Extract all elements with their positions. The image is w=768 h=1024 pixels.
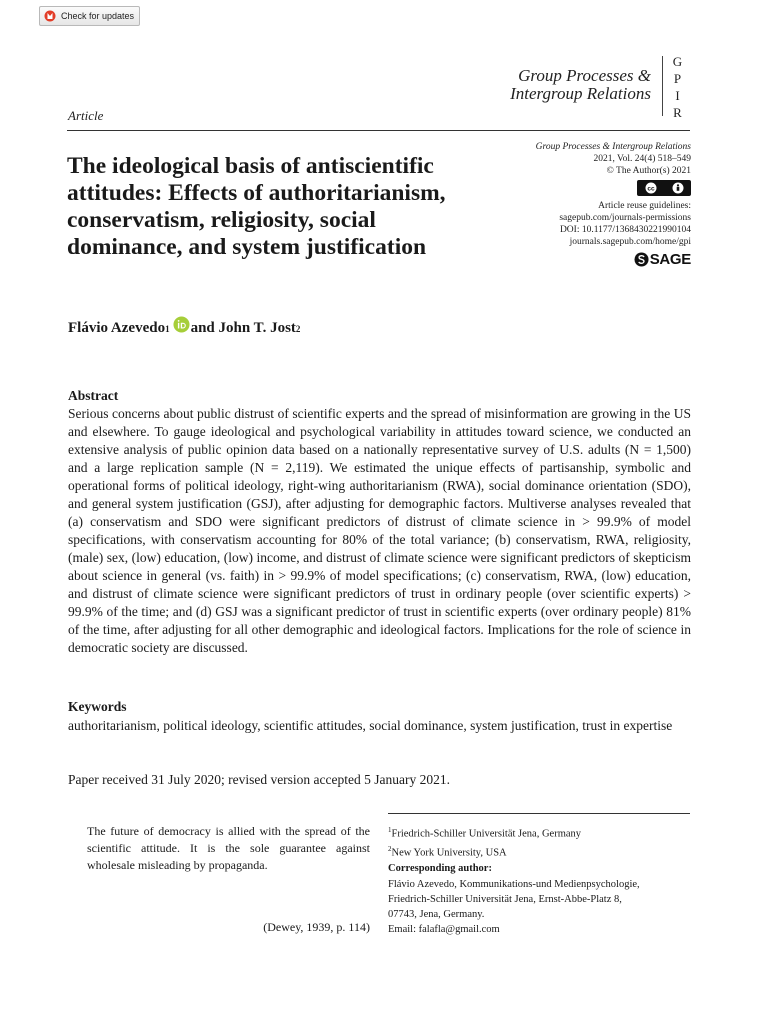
corresponding-author-heading: Corresponding author: [388, 863, 492, 874]
journal-logo-letters [668, 53, 688, 121]
author-name: and John T. Jost [190, 320, 296, 336]
corresponding-author-details [388, 877, 690, 937]
meta-reuse-heading: Article reuse guidelines: [598, 201, 691, 211]
journal-name-line2: Intergroup Relations [510, 84, 651, 103]
cc-icon [643, 182, 659, 194]
corr-email[interactable]: Email: falafla@gmail.com [388, 924, 500, 935]
crossmark-icon [44, 10, 56, 22]
affiliation-1 [388, 823, 690, 842]
affil-text: New York University, USA [391, 847, 507, 859]
cc-license-badge[interactable] [480, 177, 691, 200]
orcid-icon[interactable] [173, 316, 190, 333]
corr-line: 07743, Jena, Germany. [388, 909, 485, 920]
logo-letter: R [673, 105, 683, 120]
affil-text: Friedrich-Schiller Universität Jena, Germany [391, 828, 582, 840]
affil-sup: 2 [388, 845, 392, 853]
author-name: Flávio Azevedo [68, 320, 166, 336]
epigraph-quote: The future of democracy is allied with the spread of the scientific attitude. It is the sole guarantee against wholesale misleading by propaganda. [87, 824, 370, 872]
corr-line: Flávio Azevedo, Kommunikations-und Medienpsychologie, [388, 879, 640, 890]
epigraph-citation: (Dewey, 1939, p. 114) [263, 920, 370, 934]
attribution-icon [671, 182, 685, 194]
author-affil-sup: 1 [165, 324, 170, 334]
keywords-body: authoritarianism, political ideology, scientific attitudes, social dominance, system justification, trust in expertise [68, 718, 673, 733]
check-for-updates-button[interactable] [39, 6, 140, 26]
corr-line: Friedrich-Schiller Universität Jena, Ernst-Abbe-Platz 8, [388, 894, 622, 905]
affiliations [388, 823, 690, 861]
logo-letter: P [673, 71, 683, 86]
svg-text:cc: cc [647, 185, 655, 193]
author-list [68, 315, 300, 337]
sage-mark-icon [634, 252, 649, 267]
meta-copyright: © The Author(s) 2021 [606, 166, 691, 176]
sage-logo [634, 252, 691, 267]
received-dates: Paper received 31 July 2020; revised version accepted 5 January 2021. [68, 772, 451, 787]
affiliation-2 [388, 842, 690, 861]
abstract-heading: Abstract [68, 388, 119, 403]
keywords-heading: Keywords [68, 699, 127, 714]
meta-journal: Group Processes & Intergroup Relations [535, 142, 691, 152]
header-divider [67, 130, 690, 131]
doi-link[interactable]: DOI: 10.1177/1368430221990104 [559, 225, 691, 235]
meta-volume: 2021, Vol. 24(4) 518–549 [593, 154, 691, 164]
reuse-guidelines-link[interactable]: sagepub.com/journals-permissions [559, 213, 691, 223]
sage-logo-text: SAGE [649, 250, 691, 268]
check-for-updates-label: Check for updates [61, 11, 135, 21]
article-title: The ideological basis of antiscientific attitudes: Effects of authoritarianism, conservatism, religiosity, social dominance, and system justification [67, 153, 446, 260]
article-meta [480, 141, 691, 271]
journal-url-link[interactable]: journals.sagepub.com/home/gpi [569, 237, 691, 247]
article-type-label: Article [68, 108, 104, 123]
footnote-divider [388, 813, 690, 814]
journal-divider [662, 56, 663, 116]
logo-letter: I [675, 88, 681, 103]
journal-name-line1: Group Processes & [518, 66, 651, 85]
logo-letter: G [672, 54, 684, 69]
affil-sup: 1 [388, 826, 392, 834]
journal-name [510, 67, 651, 103]
abstract-body: Serious concerns about public distrust of scientific experts and the spread of misinformation are growing in the US and elsewhere. To gauge ideological and psychological variability in attitudes toward science, we conducted an extensive analysis of public opinion data based on a nationally representative survey of U.S. adults (N = 1,500) and a large replication sample (N = 2,119). We estimated the unique effects of partisanship, symbolic and operational forms of political ideology, right-wing authoritarianism (RWA), social dominance orientation (SDO), and general system justification (GSJ), after adjusting for demographic factors. Multiverse analyses revealed that (a) conservatism and SDO were significant predictors of distrust of climate science in > 99.9% of model specifications, with conservatism accounting for 80% of the total variance; (b) conservatism, RWA, religiosity, (male) sex, (low) education, (low) income, and distrust of climate science were significant predictors of skepticism about science in general (vs. faith) in > 99.9% of model specifications; (c) conservatism, RWA, (low) education, and distrust of climate science were significant predictors of trust in ordinary people (over scientific experts) > 99.9% of the time; and (d) GSJ was a significant predictor of trust in scientific experts (over ordinary people) 81% of the time, after adjusting for all other demographic and ideological factors. Implications for the role of science in democratic society are discussed. [68, 406, 691, 655]
author-affil-sup: 2 [295, 324, 301, 334]
